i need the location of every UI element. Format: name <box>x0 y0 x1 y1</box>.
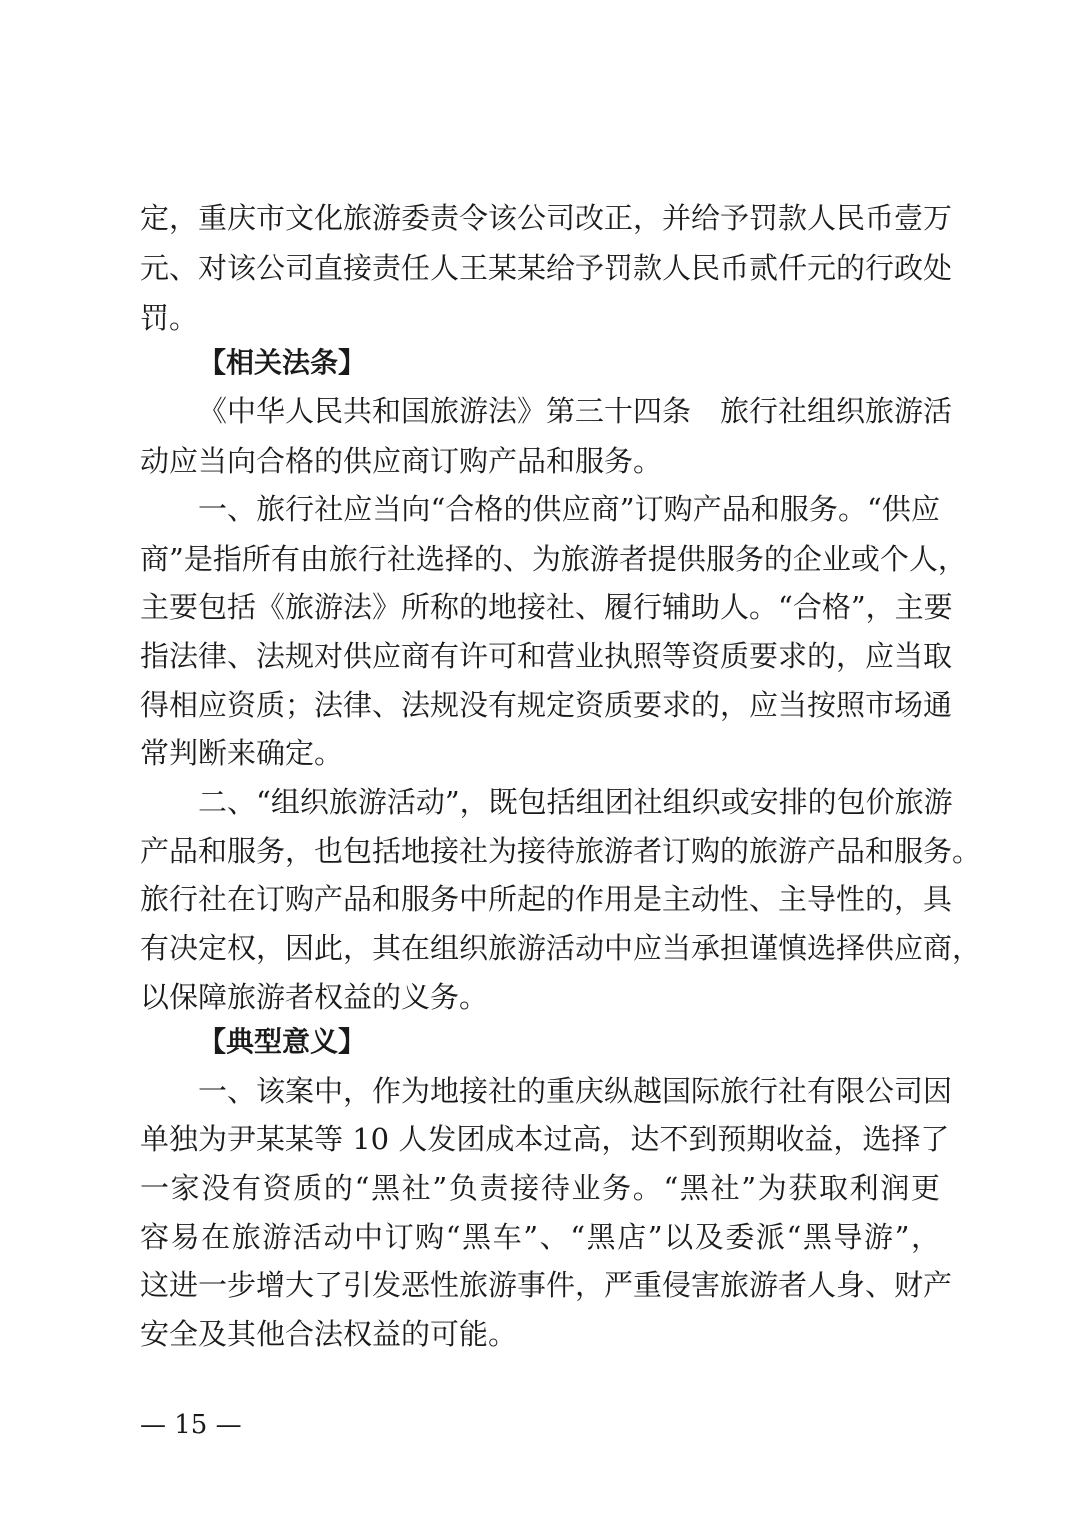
paragraph-line: 容易在旅游活动中订购“黑车”、“黑店”以及委派“黑导游”， <box>140 1220 940 1254</box>
paragraph-line: 一家没有资质的“黑社”负责接待业务。“黑社”为获取利润更 <box>140 1171 940 1205</box>
paragraph-line: 《中华人民共和国旅游法》第三十四条 旅行社组织旅游活 <box>198 394 953 428</box>
paragraph-line: 元、对该公司直接责任人王某某给予罚款人民币贰仟元的行政处 <box>140 251 953 285</box>
paragraph-line: 产品和服务，也包括地接社为接待旅游者订购的旅游产品和服务。 <box>140 834 982 868</box>
paragraph-line: 有决定权，因此，其在组织旅游活动中应当承担谨慎选择供应商， <box>140 931 982 965</box>
paragraph-line: 单独为尹某某等 10 人发团成本过高，达不到预期收益，选择了 <box>140 1122 950 1156</box>
paragraph-line: 一、旅行社应当向“合格的供应商”订购产品和服务。“供应 <box>198 492 940 526</box>
paragraph-line: 以保障旅游者权益的义务。 <box>140 980 489 1014</box>
paragraph-line: 二、“组织旅游活动”，既包括组团社组织或安排的包价旅游 <box>198 785 953 819</box>
paragraph-line: 动应当向合格的供应商订购产品和服务。 <box>140 444 663 478</box>
paragraph-line: 这进一步增大了引发恶性旅游事件，严重侵害旅游者人身、财产 <box>140 1268 953 1302</box>
page-number: — 15 — <box>140 1410 242 1440</box>
paragraph-line: 常判断来确定。 <box>140 736 344 770</box>
paragraph-line: 罚。 <box>140 301 199 335</box>
paragraph-line: 安全及其他合法权益的可能。 <box>140 1317 518 1351</box>
section-heading-typical-significance: 【典型意义】 <box>198 1025 367 1058</box>
paragraph-line: 得相应资质；法律、法规没有规定资质要求的，应当按照市场通 <box>140 688 953 722</box>
paragraph-line: 定，重庆市文化旅游委责令该公司改正，并给予罚款人民币壹万 <box>140 201 953 235</box>
paragraph-line: 旅行社在订购产品和服务中所起的作用是主动性、主导性的，具 <box>140 882 953 916</box>
paragraph-line: 指法律、法规对供应商有许可和营业执照等资质要求的，应当取 <box>140 639 953 673</box>
section-heading-related-law: 【相关法条】 <box>198 346 367 379</box>
paragraph-line: 主要包括《旅游法》所称的地接社、履行辅助人。“合格”，主要 <box>140 590 953 624</box>
paragraph-line: 商”是指所有由旅行社选择的、为旅游者提供服务的企业或个人， <box>140 542 967 576</box>
paragraph-line: 一、该案中，作为地接社的重庆纵越国际旅行社有限公司因 <box>198 1074 953 1108</box>
